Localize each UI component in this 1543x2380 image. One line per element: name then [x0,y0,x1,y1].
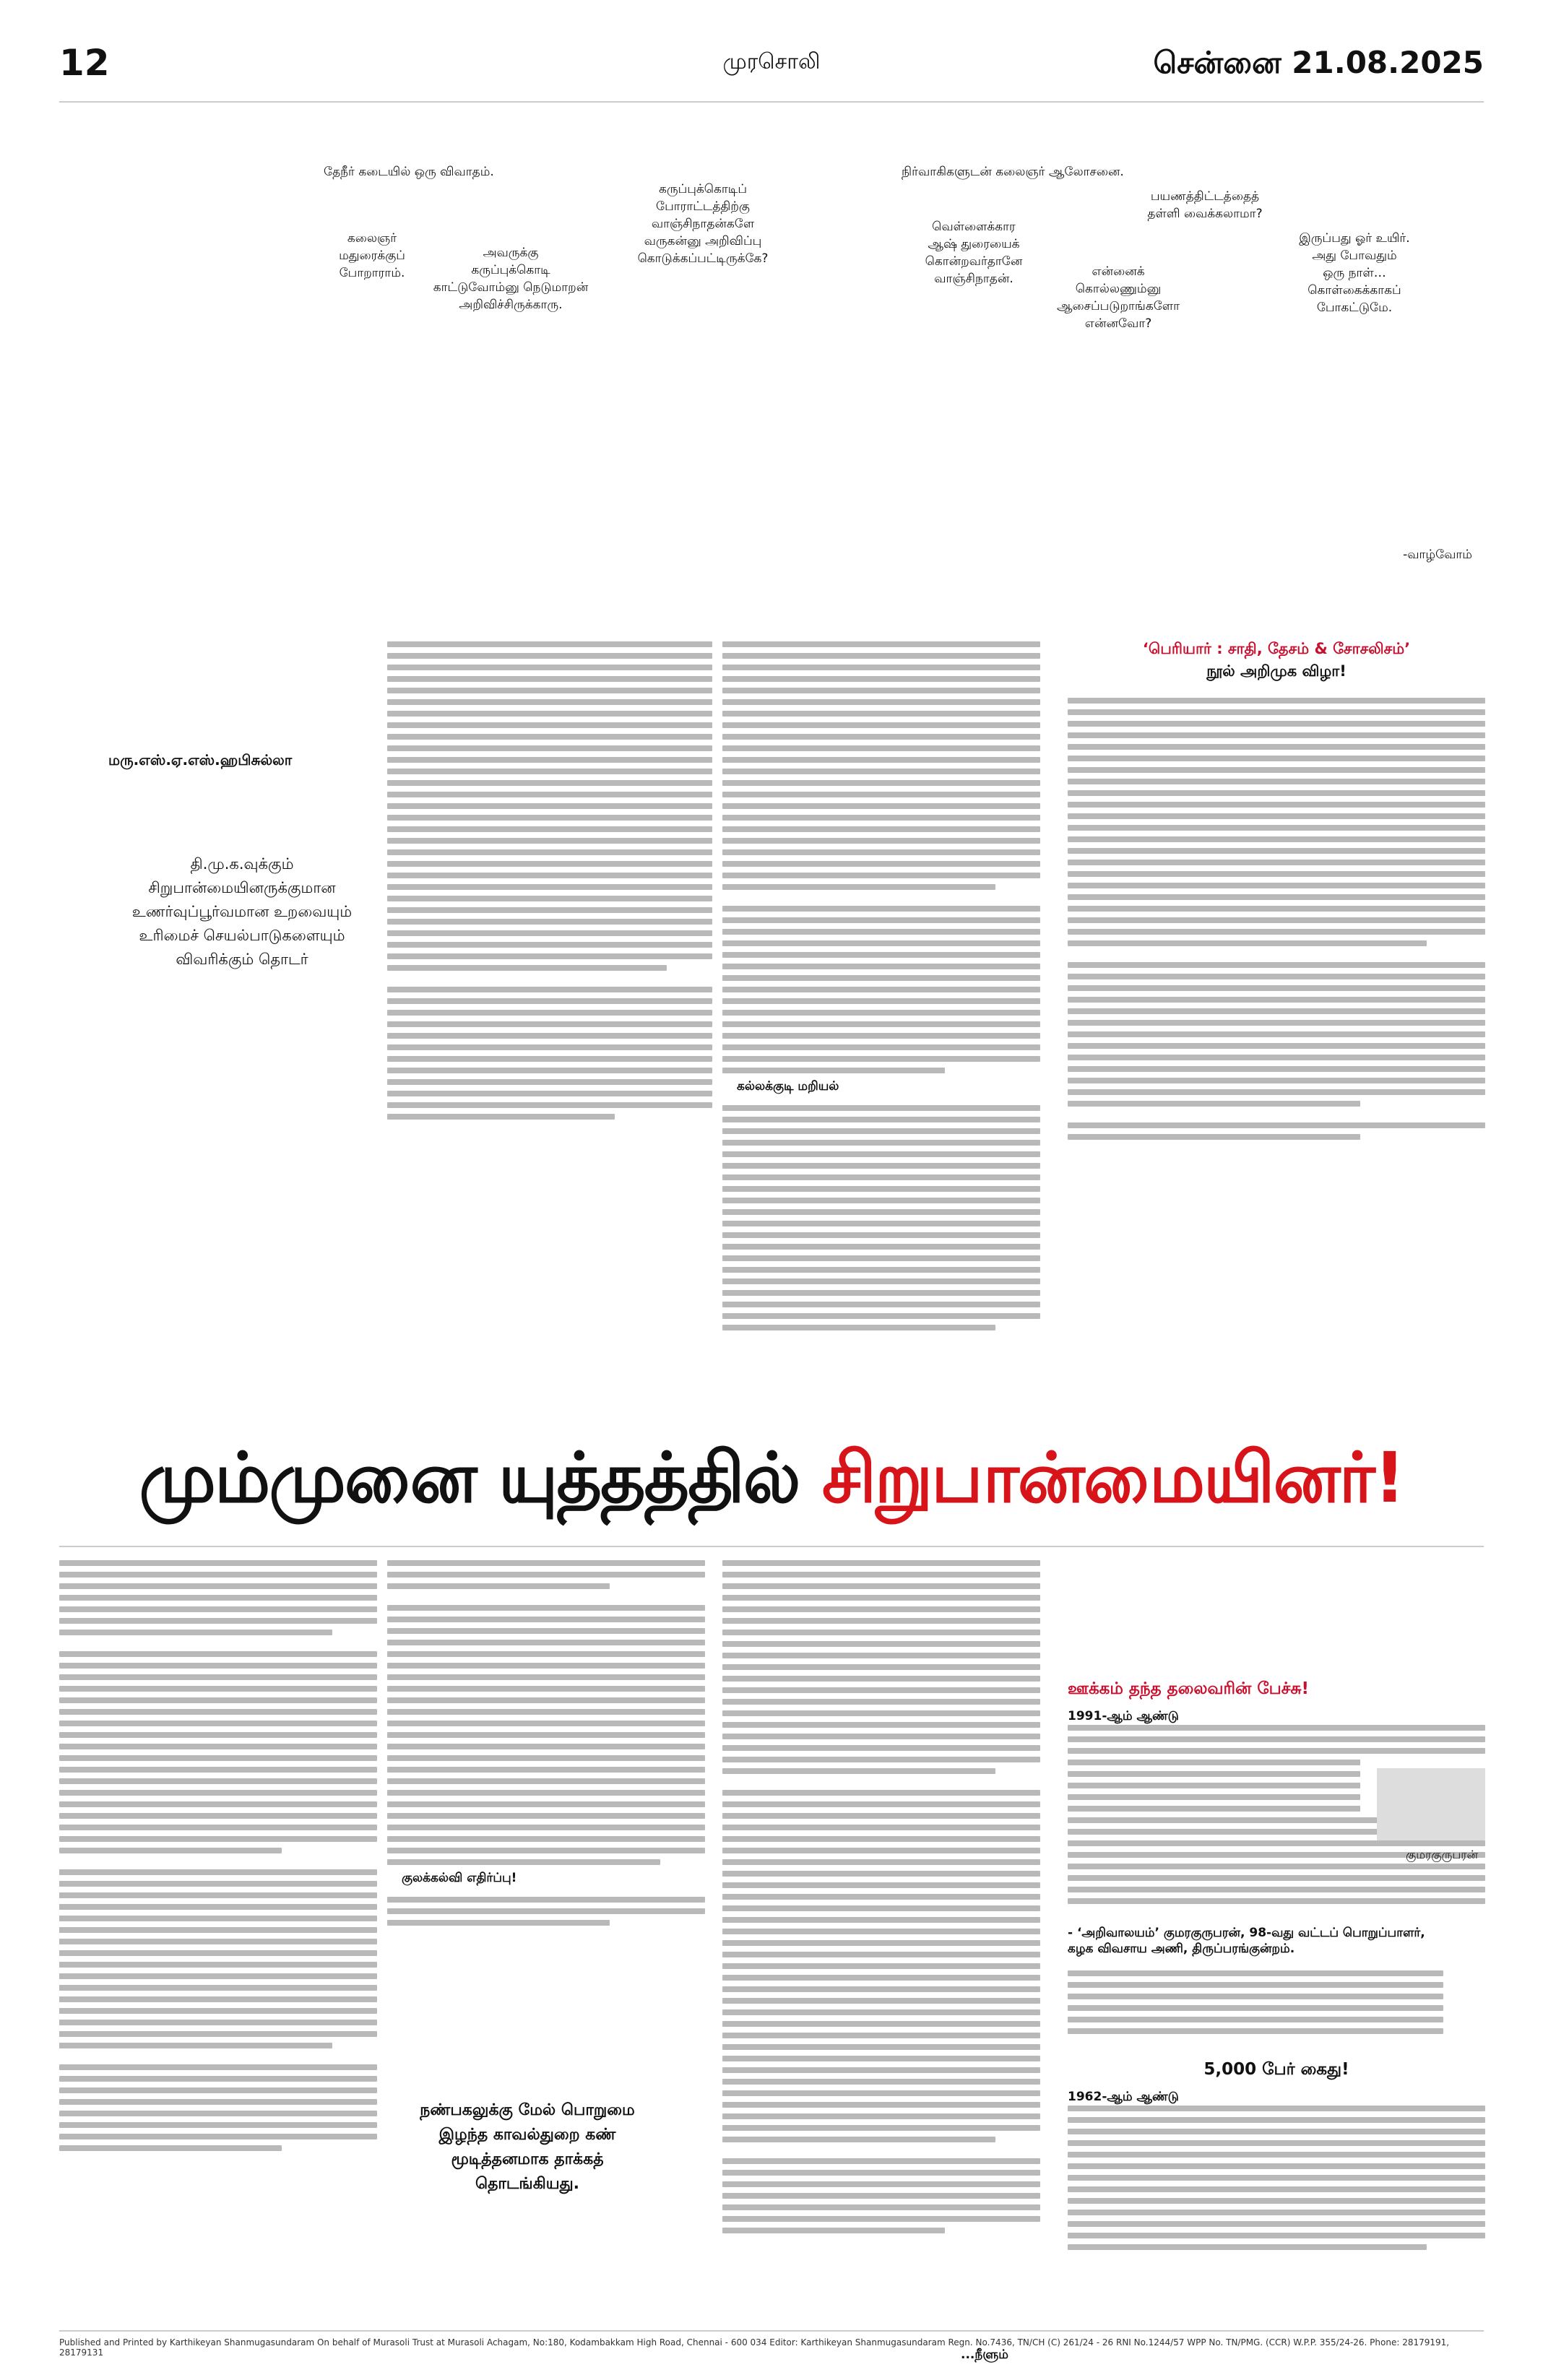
comic-caption-1: தேநீர் கடையில் ஒரு விவாதம். [324,165,494,179]
speech-box [1068,1679,1485,2256]
book-launch-box [1068,640,1485,1427]
masthead [0,42,1543,100]
comic-signature: -வாழ்வோம் [1403,548,1472,562]
upper-column-1 [387,641,712,1125]
masthead-rule [59,101,1484,103]
comic-bubble-6: பயணத்திட்டத்தைத் தள்ளி வைக்கலாமா? [1147,189,1263,221]
comic-bubble-2: அவருக்கு கருப்புக்கொடி காட்டுவோம்னு நெடுமாறன் அறிவிச்சிருக்காரு. [433,246,589,312]
subhead-kulakalvi: குலக்கல்வி எதிர்ப்பு! [402,1871,517,1885]
dateline: சென்னை 21.08.2025 [1153,45,1484,80]
lower-column-3 [722,1560,1040,2239]
footer-rule [59,2330,1484,2332]
byline: மரு.எஸ்.ஏ.எஸ்.ஹபிசுல்லா [108,751,293,769]
book-launch-subtitle: நூல் அறிமுக விழா! [1206,662,1347,680]
photo-caption: குமரகுருபரன் [1406,1848,1478,1861]
lower-column-1 [59,1560,377,2157]
portrait-photo [1377,1768,1485,1840]
article-deck: தி.மு.க.வுக்கும் சிறுபான்மையினருக்குமான உணர்வுப்பூர்வமான உறவையும் உரிமைச் செயல்பாடுகளையும் விவரிக்கும் தொடர் [131,855,353,968]
headline-rule [59,1546,1484,1547]
subhead-kallakudi: கல்லக்குடி மறியல் [737,1079,839,1094]
lower-column-2 [387,1560,705,1931]
comic-bubble-5: என்னைக் கொல்லணும்னு ஆசைப்படுறாங்களோ என்னவோ? [1057,264,1180,331]
speech-lead: 1991-ஆம் ஆண்டு [1068,1709,1179,1723]
speech-title: ஊக்கம் தந்த தலைவரின் பேச்சு! [1068,1679,1310,1698]
comic-caption-2: நிர்வாகிகளுடன் கலைஞர் ஆலோசனை. [902,165,1124,179]
imprint-footer: Published and Printed by Karthikeyan Shanmugasundaram On behalf of Murasoli Trust at Murasoli Achagam, No:180, Kodambakkam High Road, Chennai - 600 034 Editor: Karthikeyan Shanmugasundaram Regn. No.7436, TN/CH (C) 261/24 - 26 RNI No.1244/57 WPP No. TN/PMG. (CCR) W.P.P. 355/24-26. Phone: 28179191, 28179131 [59,2337,1450,2358]
headline-red: சிறுபான்மையினர்! [821,1437,1404,1518]
continued-marker: ...நீளும் [961,2347,1008,2362]
comic-strip [0,152,1543,455]
book-launch-title: ‘பெரியார் : சாதி, தேசம் & சோசலிசம்’ [1142,640,1411,657]
arrest-title: 5,000 பேர் கைது! [1203,2060,1349,2079]
comic-bubble-4: வெள்ளைக்கார ஆஷ் துரையைக் கொன்றவர்தானே வாஞ்சிநாதன். [925,220,1023,286]
comic-bubble-7: இருப்பது ஓர் உயிர். அது போவதும் ஒரு நாள்… கொள்கைக்காகப் போகட்டுமே. [1299,231,1410,315]
pull-quote: நண்பகலுக்கு மேல் பொறுமை இழந்த காவல்துறை கண் மூடித்தனமாக தாக்கத் தொடங்கியது. [420,2101,635,2193]
main-headline [0,1437,1543,1528]
paper-name: முரசொலி [722,49,821,74]
headline-black: மும்முனை யுத்தத்தில் [139,1437,822,1518]
upper-column-2 [722,641,1040,1336]
comic-bubble-3: கருப்புக்கொடிப் போராட்டத்திற்கு வாஞ்சிநாதன்களே வருகன்னு அறிவிப்பு கொடுக்கப்பட்டிருக்கே? [637,182,769,266]
comic-bubble-1: கலைஞர் மதுரைக்குப் போறாராம். [339,231,405,280]
arrest-lead: 1962-ஆம் ஆண்டு [1068,2090,1179,2104]
page-number: 12 [59,42,110,84]
speech-signoff: - ‘அறிவாலயம்’ குமரகுருபரன், 98-வது வட்டப் பொறுப்பாளர், கழக விவசாய அணி, திருப்பரங்குன்றம். [1068,1926,1425,1956]
